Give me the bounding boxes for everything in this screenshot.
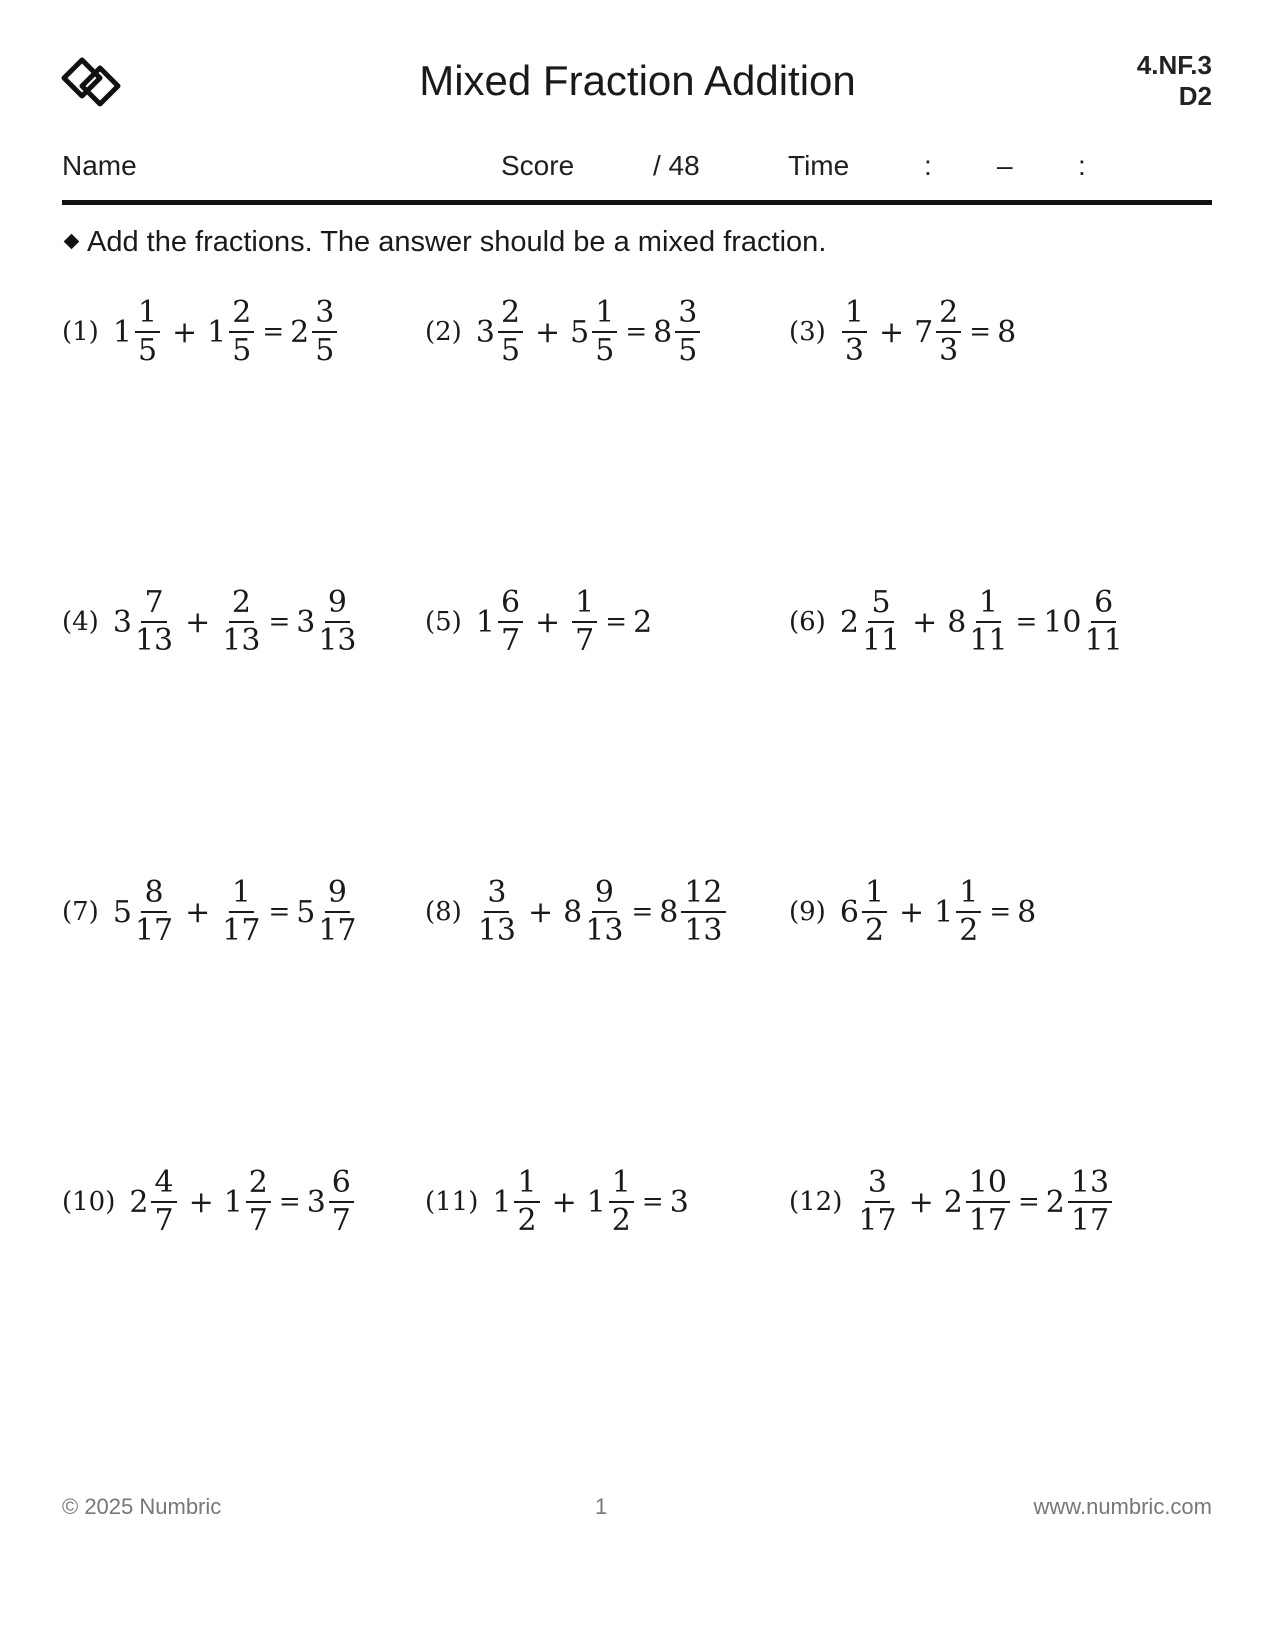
numerator: 3	[312, 295, 337, 333]
denominator: 5	[595, 333, 615, 368]
second-addend	[934, 875, 983, 949]
problem-6	[789, 582, 1125, 662]
fraction	[496, 295, 525, 369]
answer	[296, 585, 358, 659]
plus-sign: +	[185, 894, 211, 930]
problem-number: (1)	[62, 317, 99, 347]
denominator: 2	[517, 1203, 537, 1238]
denominator: 13	[318, 623, 357, 658]
whole-number: 3	[669, 1184, 689, 1220]
whole-number: 5	[296, 894, 316, 930]
answer	[296, 875, 358, 949]
numerator: 9	[325, 585, 350, 623]
first-addend	[476, 875, 518, 949]
fraction	[227, 295, 256, 369]
denominator: 7	[575, 623, 595, 658]
problem-3	[789, 292, 1017, 372]
fraction	[512, 1165, 541, 1239]
denominator: 5	[137, 333, 158, 368]
second-addend	[914, 295, 963, 369]
denominator: 7	[331, 1203, 351, 1238]
fraction	[607, 1165, 636, 1239]
denominator: 2	[959, 913, 979, 948]
second-addend	[587, 1165, 636, 1239]
score-total: / 48	[653, 150, 700, 181]
numerator: 9	[325, 875, 350, 913]
diamond-bullet-icon	[64, 234, 80, 250]
second-addend	[563, 875, 625, 949]
instructions	[62, 222, 826, 262]
first-addend	[856, 1165, 898, 1239]
score-label: Score	[501, 150, 575, 181]
denominator: 17	[1070, 1203, 1110, 1238]
whole-number: 3	[112, 604, 132, 640]
denominator: 2	[611, 1203, 631, 1238]
fraction	[679, 875, 727, 949]
numerator: 7	[141, 585, 166, 623]
whole-number: 8	[653, 314, 673, 350]
fraction	[476, 875, 518, 949]
equals-sign: =	[625, 317, 648, 347]
denominator: 13	[222, 623, 261, 658]
time-label: Time	[788, 150, 850, 181]
first-addend	[113, 875, 175, 949]
numerator: 3	[865, 1165, 890, 1203]
problem-5	[425, 582, 653, 662]
numerator: 2	[229, 295, 254, 333]
denominator: 7	[500, 623, 521, 658]
fraction	[583, 875, 625, 949]
denominator: 13	[134, 623, 174, 658]
denominator: 13	[684, 913, 723, 948]
denominator: 17	[858, 1203, 897, 1238]
numerator: 1	[842, 295, 867, 333]
first-addend	[129, 1165, 178, 1239]
problem-number: (4)	[62, 607, 99, 637]
denominator: 5	[315, 333, 335, 368]
numerator: 3	[484, 875, 509, 913]
denominator: 2	[864, 913, 885, 948]
denominator: 11	[861, 623, 901, 658]
answer	[290, 295, 339, 369]
denominator: 17	[968, 1203, 1007, 1238]
numerator: 1	[976, 585, 1001, 623]
fraction	[934, 295, 963, 369]
plus-sign: +	[908, 1184, 934, 1220]
whole-number: 5	[570, 314, 590, 350]
equals-sign: =	[268, 607, 291, 637]
fraction	[133, 295, 162, 369]
plus-sign: +	[188, 1184, 214, 1220]
whole-number: 1	[207, 314, 227, 350]
denominator: 7	[248, 1203, 268, 1238]
whole-number: 1	[475, 604, 495, 640]
fraction	[310, 295, 339, 369]
fraction	[327, 1165, 356, 1239]
numerator: 1	[862, 875, 887, 913]
denominator: 13	[585, 913, 624, 948]
fraction	[860, 585, 902, 659]
denominator: 5	[678, 333, 698, 368]
problem-number: (10)	[62, 1187, 116, 1217]
equals-sign: =	[278, 1187, 301, 1217]
equals-sign: =	[641, 1187, 664, 1217]
whole-number: 2	[1045, 1184, 1065, 1220]
plus-sign: +	[899, 894, 925, 930]
fraction	[954, 875, 983, 949]
numerator: 2	[246, 1165, 271, 1203]
second-addend	[570, 585, 599, 659]
whole-number: 5	[112, 894, 132, 930]
numerator: 1	[514, 1165, 539, 1203]
problem-number: (6)	[789, 607, 826, 637]
second-addend	[944, 1165, 1012, 1239]
problem-number: (9)	[789, 897, 826, 927]
first-addend	[113, 585, 175, 659]
second-addend	[224, 1165, 273, 1239]
fraction	[133, 875, 175, 949]
fraction	[1083, 585, 1125, 659]
problem-10	[62, 1162, 356, 1242]
first-addend	[840, 295, 869, 369]
time-dash: –	[997, 150, 1013, 181]
equals-sign: =	[1017, 1187, 1040, 1217]
equals-sign: =	[989, 897, 1012, 927]
numerator: 4	[151, 1165, 176, 1203]
fraction	[220, 875, 262, 949]
whole-number: 3	[306, 1184, 326, 1220]
whole-number: 10	[1043, 604, 1082, 640]
level-label: D2	[1178, 81, 1212, 111]
answer	[997, 315, 1017, 350]
fraction	[496, 585, 525, 659]
numerator: 8	[141, 875, 166, 913]
fraction	[590, 295, 619, 369]
numerator: 9	[592, 875, 617, 913]
fraction	[964, 1165, 1012, 1239]
whole-number: 2	[129, 1184, 149, 1220]
denominator: 3	[939, 333, 959, 368]
answer	[659, 875, 727, 949]
whole-number: 2	[290, 314, 310, 350]
whole-number: 6	[839, 894, 859, 930]
second-addend	[220, 875, 262, 949]
numerator: 2	[498, 295, 523, 333]
time-separator-end: :	[1078, 150, 1086, 181]
problem-number: (11)	[425, 1187, 479, 1217]
numerator: 13	[1068, 1165, 1112, 1203]
equals-sign: =	[969, 317, 992, 347]
fraction	[149, 1165, 178, 1239]
whole-number: 8	[997, 314, 1017, 350]
numerator: 3	[675, 295, 700, 333]
whole-number: 1	[223, 1184, 243, 1220]
answer	[653, 295, 702, 369]
fraction	[967, 585, 1009, 659]
problem-9	[789, 872, 1037, 952]
denominator: 17	[222, 913, 261, 948]
second-addend	[207, 295, 256, 369]
problem-1	[62, 292, 339, 372]
page-title: Mixed Fraction Addition	[419, 57, 856, 104]
numerator: 1	[572, 585, 597, 623]
standard-label: 4.NF.3	[1136, 50, 1212, 80]
whole-number: 8	[563, 894, 583, 930]
name-label: Name	[62, 150, 137, 181]
equals-sign: =	[631, 897, 654, 927]
problem-number: (12)	[789, 1187, 843, 1217]
whole-number: 1	[492, 1184, 512, 1220]
plus-sign: +	[912, 604, 938, 640]
numerator: 12	[681, 875, 725, 913]
fraction	[860, 875, 889, 949]
first-addend	[476, 585, 525, 659]
whole-number: 2	[943, 1184, 963, 1220]
fraction	[316, 585, 358, 659]
whole-number: 3	[475, 314, 495, 350]
plus-sign: +	[172, 314, 198, 350]
denominator: 3	[844, 333, 864, 368]
problem-2	[425, 292, 702, 372]
numerator: 6	[329, 1165, 354, 1203]
numerator: 1	[229, 875, 254, 913]
numerator: 5	[868, 585, 893, 623]
fraction	[220, 585, 262, 659]
denominator: 11	[969, 623, 1008, 658]
first-addend	[492, 1165, 541, 1239]
copyright: © 2025 Numbric	[62, 1494, 222, 1519]
denominator: 11	[1084, 623, 1123, 658]
page-number: 1	[595, 1494, 608, 1519]
second-addend	[570, 295, 619, 369]
denominator: 13	[477, 913, 517, 948]
plus-sign: +	[878, 314, 905, 350]
equals-sign: =	[1015, 607, 1038, 637]
fraction	[856, 1165, 898, 1239]
whole-number: 8	[1017, 894, 1037, 930]
plus-sign: +	[185, 604, 211, 640]
answer	[307, 1165, 356, 1239]
equals-sign: =	[262, 317, 285, 347]
problem-12	[789, 1162, 1114, 1242]
whole-number: 1	[112, 314, 132, 350]
whole-number: 2	[839, 604, 859, 640]
fraction	[840, 295, 869, 369]
fraction	[133, 585, 175, 659]
whole-number: 3	[296, 604, 316, 640]
numerator: 2	[936, 295, 961, 333]
problem-4	[62, 582, 359, 662]
problem-7	[62, 872, 359, 952]
denominator: 5	[500, 333, 521, 368]
first-addend	[476, 295, 525, 369]
whole-number: 1	[586, 1184, 606, 1220]
first-addend	[113, 295, 162, 369]
second-addend	[947, 585, 1009, 659]
answer	[1043, 585, 1124, 659]
denominator: 7	[154, 1203, 174, 1238]
problem-number: (3)	[789, 317, 826, 347]
problem-number: (2)	[425, 317, 462, 347]
numerator: 1	[956, 875, 981, 913]
instructions-text: Add the fractions. The answer should be a mixed fraction.	[87, 226, 827, 258]
answer	[670, 1185, 690, 1220]
problem-number: (7)	[62, 897, 99, 927]
problem-11	[425, 1162, 690, 1242]
whole-number: 8	[947, 604, 967, 640]
denominator: 17	[318, 913, 357, 948]
whole-number: 8	[659, 894, 679, 930]
whole-number: 1	[934, 894, 954, 930]
second-addend	[220, 585, 262, 659]
numerator: 1	[135, 295, 160, 333]
plus-sign: +	[535, 604, 561, 640]
plus-sign: +	[551, 1184, 577, 1220]
fraction	[1066, 1165, 1114, 1239]
student-info-row	[0, 146, 1275, 186]
numerator: 10	[966, 1165, 1010, 1203]
plus-sign: +	[528, 894, 554, 930]
whole-number: 7	[914, 314, 934, 350]
numerator: 1	[609, 1165, 634, 1203]
answer	[1046, 1165, 1114, 1239]
answer	[633, 605, 653, 640]
numerator: 6	[498, 585, 523, 623]
answer	[1017, 895, 1037, 930]
problem-number: (8)	[425, 897, 462, 927]
numerator: 2	[229, 585, 254, 623]
denominator: 17	[134, 913, 174, 948]
fraction	[673, 295, 702, 369]
standard-code	[1137, 50, 1212, 112]
equals-sign: =	[268, 897, 291, 927]
fraction	[244, 1165, 273, 1239]
plus-sign: +	[535, 314, 561, 350]
header-divider	[62, 200, 1212, 205]
fraction	[570, 585, 599, 659]
problem-number: (5)	[425, 607, 462, 637]
whole-number: 2	[633, 604, 653, 640]
time-separator-start: :	[924, 150, 932, 181]
equals-sign: =	[605, 607, 628, 637]
numerator: 1	[592, 295, 617, 333]
website-link[interactable]: www.numbric.com	[1033, 1494, 1212, 1519]
denominator: 5	[232, 333, 252, 368]
numerator: 6	[1091, 585, 1116, 623]
first-addend	[840, 585, 902, 659]
fraction	[316, 875, 358, 949]
first-addend	[840, 875, 889, 949]
problem-8	[425, 872, 728, 952]
